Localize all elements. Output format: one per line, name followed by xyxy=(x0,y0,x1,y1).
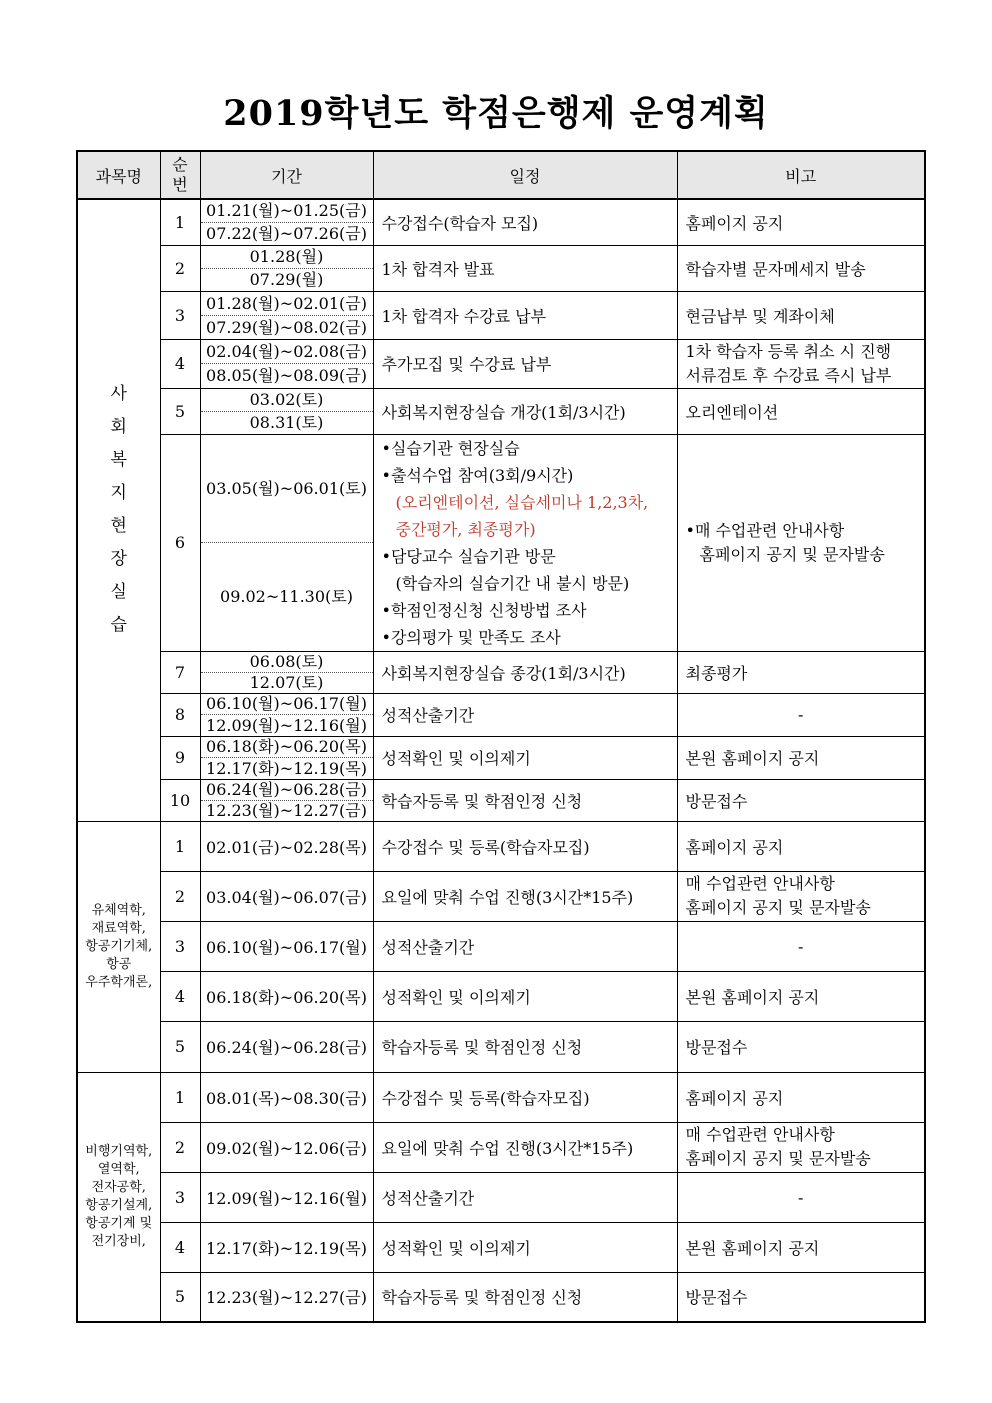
order-cell: 8 xyxy=(160,693,200,736)
order-cell: 3 xyxy=(160,921,200,971)
table-row xyxy=(77,339,925,388)
schedule-cell: 성적확인 및 이의제기 xyxy=(373,736,677,779)
table-row xyxy=(77,291,925,339)
schedule-cell: 성적확인 및 이의제기 xyxy=(373,1222,677,1272)
period-cell: 08.01(목)~08.30(금) xyxy=(200,1072,373,1122)
period-cell: 03.04(월)~06.07(금) xyxy=(200,871,373,921)
table-row xyxy=(77,199,925,245)
table-row xyxy=(77,1222,925,1272)
schedule-cell: 요일에 맞춰 수업 진행(3시간*15주) xyxy=(373,871,677,921)
note-cell: 본원 홈페이지 공지 xyxy=(677,971,925,1021)
order-cell: 5 xyxy=(160,1021,200,1072)
order-cell: 2 xyxy=(160,245,200,291)
table-row xyxy=(77,651,925,693)
note-cell: - xyxy=(677,693,925,736)
header-order: 순 번 xyxy=(160,151,200,199)
table-row xyxy=(77,921,925,971)
note-cell: 학습자별 문자메세지 발송 xyxy=(677,245,925,291)
note-cell: 현금납부 및 계좌이체 xyxy=(677,291,925,339)
schedule-table xyxy=(76,150,926,1323)
table-row xyxy=(77,779,925,821)
table-row xyxy=(77,1021,925,1072)
note-cell: 홈페이지 공지 xyxy=(677,1072,925,1122)
subject-cell: 비행기역학, 열역학, 전자공학, 항공기설계, 항공기계 및 전기장비, xyxy=(77,1072,160,1322)
period-cell: 01.28(월)~02.01(금) 07.29(월)~08.02(금) xyxy=(200,291,373,339)
note-cell: 방문접수 xyxy=(677,1021,925,1072)
note-cell: 최종평가 xyxy=(677,651,925,693)
table-row xyxy=(77,871,925,921)
period-cell: 03.05(월)~06.01(토) 09.02~11.30(토) xyxy=(200,434,373,651)
schedule-cell: 사회복지현장실습 종강(1회/3시간) xyxy=(373,651,677,693)
schedule-cell: •실습기관 현장실습 •출석수업 참여(3회/9시간) (오리엔테이션, 실습세미나 1,2,3차, 중간평가, 최종평가) •담당교수 실습기관 방문 (학습자의 실습기간 내 불시 방문) •학점인정신청 신청방법 조사 •강의평가 및 만족도 조사 xyxy=(373,434,677,651)
period-cell: 06.24(월)~06.28(금) 12.23(월)~12.27(금) xyxy=(200,779,373,821)
note-cell: 본원 홈페이지 공지 xyxy=(677,1222,925,1272)
note-cell: - xyxy=(677,921,925,971)
table-row xyxy=(77,388,925,434)
note-cell: 방문접수 xyxy=(677,1272,925,1322)
schedule-cell: 수강접수 및 등록(학습자모집) xyxy=(373,1072,677,1122)
note-cell: 본원 홈페이지 공지 xyxy=(677,736,925,779)
table-row xyxy=(77,1272,925,1322)
header-schedule: 일정 xyxy=(373,151,677,199)
subject-cell: 유체역학, 재료역학, 항공기기체, 항공 우주학개론, xyxy=(77,821,160,1072)
table-row xyxy=(77,971,925,1021)
schedule-cell: 성적산출기간 xyxy=(373,693,677,736)
schedule-cell: 사회복지현장실습 개강(1회/3시간) xyxy=(373,388,677,434)
note-cell: 홈페이지 공지 xyxy=(677,821,925,871)
period-cell: 06.10(월)~06.17(월) 12.09(월)~12.16(월) xyxy=(200,693,373,736)
period-cell: 12.17(화)~12.19(목) xyxy=(200,1222,373,1272)
note-cell: 매 수업관련 안내사항 홈페이지 공지 및 문자발송 xyxy=(677,871,925,921)
order-cell: 1 xyxy=(160,821,200,871)
schedule-cell: 1차 합격자 수강료 납부 xyxy=(373,291,677,339)
header-period: 기간 xyxy=(200,151,373,199)
period-cell: 01.21(월)~01.25(금) 07.22(월)~07.26(금) xyxy=(200,199,373,245)
order-cell: 6 xyxy=(160,434,200,651)
note-cell: 1차 학습자 등록 취소 시 진행 서류검토 후 수강료 즉시 납부 xyxy=(677,339,925,388)
schedule-cell: 1차 합격자 발표 xyxy=(373,245,677,291)
period-cell: 06.24(월)~06.28(금) xyxy=(200,1021,373,1072)
period-cell: 03.02(토) 08.31(토) xyxy=(200,388,373,434)
order-cell: 1 xyxy=(160,1072,200,1122)
note-cell: 방문접수 xyxy=(677,779,925,821)
order-cell: 3 xyxy=(160,291,200,339)
header-subject: 과목명 xyxy=(77,151,160,199)
header-note: 비고 xyxy=(677,151,925,199)
note-cell: - xyxy=(677,1172,925,1222)
table-row xyxy=(77,736,925,779)
period-cell: 06.08(토) 12.07(토) xyxy=(200,651,373,693)
period-cell: 02.01(금)~02.28(목) xyxy=(200,821,373,871)
order-cell: 9 xyxy=(160,736,200,779)
note-cell: 홈페이지 공지 xyxy=(677,199,925,245)
order-cell: 5 xyxy=(160,388,200,434)
page-title: 2019학년도 학점은행제 운영계획 xyxy=(223,93,769,134)
subject-cell: 사 회 복 지 현 장 실 습 xyxy=(77,199,160,821)
order-cell: 4 xyxy=(160,1222,200,1272)
period-cell: 06.10(월)~06.17(월) xyxy=(200,921,373,971)
note-cell: 매 수업관련 안내사항 홈페이지 공지 및 문자발송 xyxy=(677,1122,925,1172)
note-cell: •매 수업관련 안내사항 홈페이지 공지 및 문자발송 xyxy=(677,434,925,651)
schedule-cell: 학습자등록 및 학점인정 신청 xyxy=(373,1021,677,1072)
period-cell: 12.23(월)~12.27(금) xyxy=(200,1272,373,1322)
table-row xyxy=(77,1172,925,1222)
order-cell: 4 xyxy=(160,971,200,1021)
period-cell: 01.28(월) 07.29(월) xyxy=(200,245,373,291)
order-cell: 1 xyxy=(160,199,200,245)
order-cell: 5 xyxy=(160,1272,200,1322)
table-row xyxy=(77,1122,925,1172)
note-cell: 오리엔테이션 xyxy=(677,388,925,434)
table-row xyxy=(77,434,925,651)
schedule-cell: 학습자등록 및 학점인정 신청 xyxy=(373,1272,677,1322)
period-cell: 06.18(화)~06.20(목) 12.17(화)~12.19(목) xyxy=(200,736,373,779)
order-cell: 4 xyxy=(160,339,200,388)
order-cell: 3 xyxy=(160,1172,200,1222)
schedule-cell: 요일에 맞춰 수업 진행(3시간*15주) xyxy=(373,1122,677,1172)
table-row xyxy=(77,821,925,871)
order-cell: 10 xyxy=(160,779,200,821)
order-cell: 7 xyxy=(160,651,200,693)
period-cell: 06.18(화)~06.20(목) xyxy=(200,971,373,1021)
table-row xyxy=(77,1072,925,1122)
table-row xyxy=(77,693,925,736)
schedule-cell: 성적산출기간 xyxy=(373,921,677,971)
schedule-cell: 수강접수(학습자 모집) xyxy=(373,199,677,245)
schedule-cell: 성적산출기간 xyxy=(373,1172,677,1222)
schedule-cell: 추가모집 및 수강료 납부 xyxy=(373,339,677,388)
table-header xyxy=(77,151,925,199)
order-cell: 2 xyxy=(160,871,200,921)
order-cell: 2 xyxy=(160,1122,200,1172)
schedule-cell: 학습자등록 및 학점인정 신청 xyxy=(373,779,677,821)
schedule-cell: 성적확인 및 이의제기 xyxy=(373,971,677,1021)
period-cell: 12.09(월)~12.16(월) xyxy=(200,1172,373,1222)
table-row xyxy=(77,245,925,291)
period-cell: 02.04(월)~02.08(금) 08.05(월)~08.09(금) xyxy=(200,339,373,388)
schedule-cell: 수강접수 및 등록(학습자모집) xyxy=(373,821,677,871)
period-cell: 09.02(월)~12.06(금) xyxy=(200,1122,373,1172)
